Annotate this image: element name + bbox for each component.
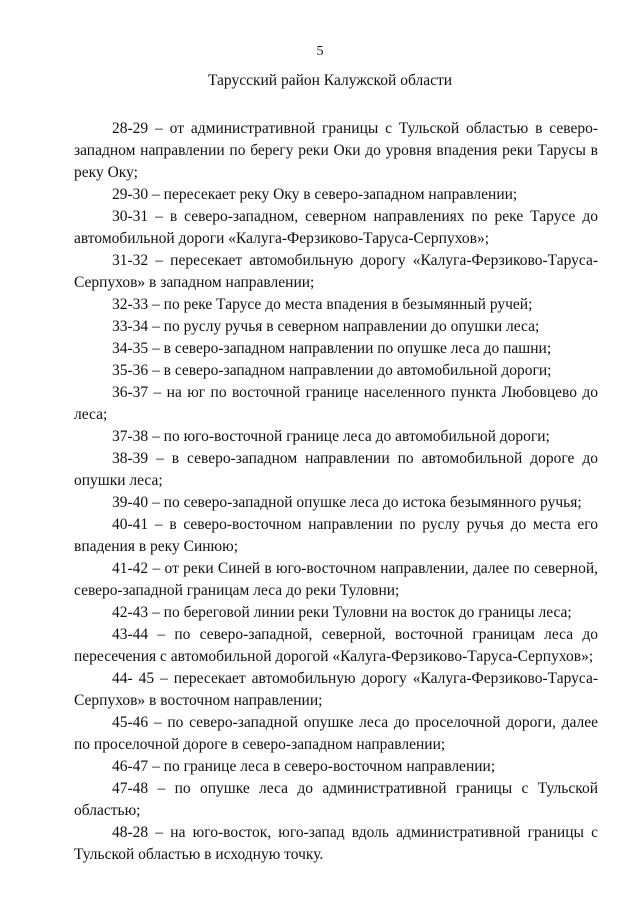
paragraph: 42-43 – по береговой линии реки Туловни на восток до границы леса; [112,604,572,621]
paragraph: 29-30 – пересекает реку Оку в северо-западном направлении; [112,186,518,203]
paragraph: 45-46 – по северо-западной опушке леса до проселочной дороги, далее по проселочной дороге в северо-западном направлении; [74,714,598,753]
paragraph: 44- 45 – пересекает автомобильную дорогу «Калуга-Ферзиково-Таруса-Серпухов» в восточном направлении; [74,670,598,709]
paragraph: 39-40 – по северо-западной опушке леса до истока безымянного ручья; [112,494,582,511]
paragraph: 32-33 – по реке Тарусе до места впадения в безымянный ручей; [112,296,533,313]
paragraph: 43-44 – по северо-западной, северной, восточной границам леса до пересечения с автомобильной дорогой «Калуга-Ферзиково-Таруса-Серпухов»; [74,626,598,665]
page-number: 5 [316,44,324,59]
paragraph: 31-32 – пересекает автомобильную дорогу «Калуга-Ферзиково-Таруса-Серпухов» в западном направлении; [74,252,598,291]
paragraph: 38-39 – в северо-западном направлении по автомобильной дороге до опушки леса; [74,450,598,489]
page-heading: Тарусский район Калужской области [207,72,453,89]
paragraph: 36-37 – на юг по восточной границе населенного пункта Любовцево до леса; [74,384,598,423]
paragraph: 48-28 – на юго-восток, юго-запад вдоль административной границы с Тульской областью в исходную точку. [74,824,598,863]
paragraph: 28-29 – от административной границы с Тульской областью в северо-западном направлении по берегу реки Оки до уровня впадения реки Тарусы в реку Оку; [74,120,598,181]
paragraph: 34-35 – в северо-западном направлении по опушке леса до пашни; [112,340,552,357]
paragraph: 41-42 – от реки Синей в юго-восточном направлении, далее по северной, северо-западной границам леса до реки Туловни; [74,560,598,599]
paragraph: 30-31 – в северо-западном, северном направлениях по реке Тарусе до автомобильной дороги «Калуга-Ферзиково-Таруса-Серпухов»; [74,208,598,247]
paragraph: 40-41 – в северо-восточном направлении по руслу ручья до места его впадения в реку Синюю; [74,516,598,555]
paragraph: 33-34 – по руслу ручья в северном направлении до опушки леса; [112,318,540,335]
paragraph: 46-47 – по границе леса в северо-восточном направлении; [112,758,496,775]
paragraph: 37-38 – по юго-восточной границе леса до автомобильной дороги; [112,428,550,445]
document-body [74,118,598,866]
paragraph: 47-48 – по опушке леса до административной границы с Тульской областью; [74,780,598,819]
paragraph: 35-36 – в северо-западном направлении до автомобильной дороги; [112,362,552,379]
